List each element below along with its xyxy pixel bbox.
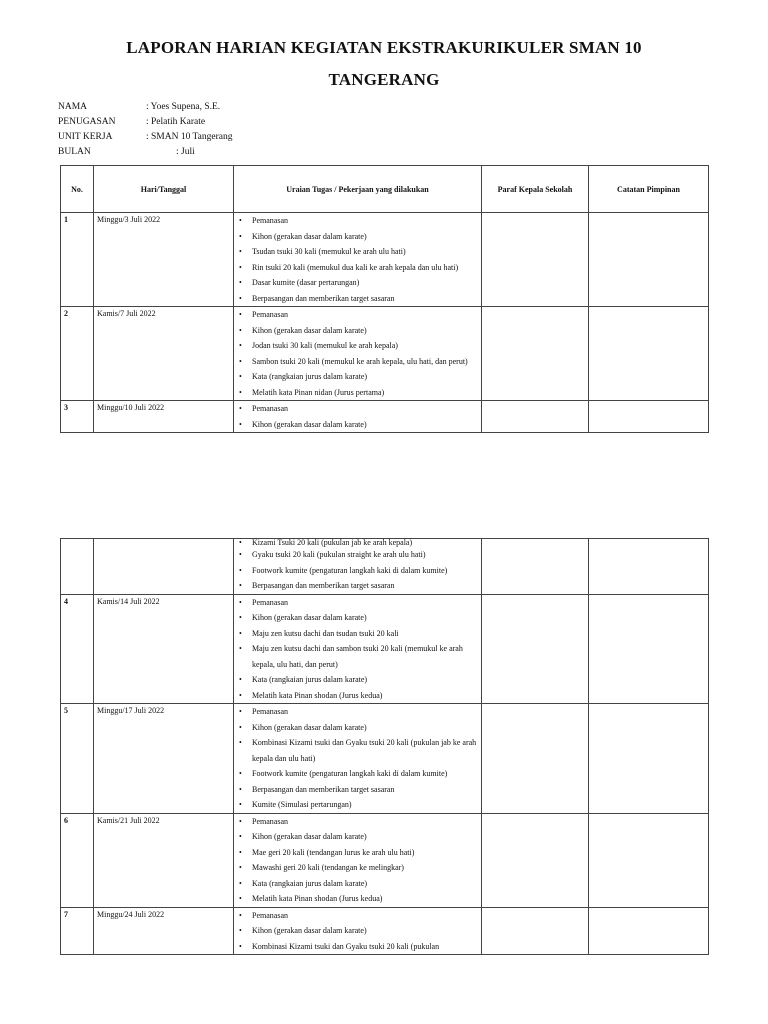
signature-cell: [482, 704, 589, 814]
row-tasks: [234, 813, 482, 907]
row-number: 1: [61, 213, 94, 307]
list-item: • Pemanasan: [234, 908, 481, 924]
notes-cell: [589, 813, 709, 907]
row-date: Kamis/7 Juli 2022: [94, 307, 234, 401]
table-row: [61, 594, 709, 704]
row-number: 7: [61, 907, 94, 955]
signature-cell: [482, 401, 589, 433]
meta-value: : SMAN 10 Tangerang: [146, 132, 233, 142]
row-tasks: [234, 213, 482, 307]
list-item: • Maju zen kutsu dachi dan tsudan tsuki 20 kali: [234, 626, 481, 642]
table-row: [61, 307, 709, 401]
list-item: • Melatih kata Pinan shodan (Jurus kedua): [234, 891, 481, 907]
row-date: Minggu/10 Juli 2022: [94, 401, 234, 433]
list-item: • Mawashi geri 20 kali (tendangan ke melingkar): [234, 860, 481, 876]
notes-cell: [589, 307, 709, 401]
row-date: Kamis/14 Juli 2022: [94, 594, 234, 704]
row-date: Kamis/21 Juli 2022: [94, 813, 234, 907]
list-item: • Kata (rangkaian jurus dalam karate): [234, 369, 481, 385]
row-number: 4: [61, 594, 94, 704]
notes-cell: [589, 594, 709, 704]
header-date: Hari/Tanggal: [94, 166, 234, 213]
row-tasks: [234, 539, 482, 595]
row-number: 3: [61, 401, 94, 433]
list-item: • Kumite (Simulasi pertarungan): [234, 797, 481, 813]
notes-cell: [589, 539, 709, 595]
table-row: [61, 813, 709, 907]
list-item: • Kihon (gerakan dasar dalam karate): [234, 923, 481, 939]
table-row: [61, 213, 709, 307]
header-tasks: Uraian Tugas / Pekerjaan yang dilakukan: [234, 166, 482, 213]
list-item: • Pemanasan: [234, 401, 481, 417]
list-item: • Kihon (gerakan dasar dalam karate): [234, 610, 481, 626]
list-item: • Kombinasi Kizami tsuki dan Gyaku tsuki 20 kali (pukulan: [234, 939, 481, 955]
list-item: • Kombinasi Kizami tsuki dan Gyaku tsuki 20 kali (pukulan jab ke arah kepala dan ulu hati): [234, 735, 481, 766]
meta-value: : Pelatih Karate: [146, 117, 206, 127]
signature-cell: [482, 213, 589, 307]
list-item: • Tsudan tsuki 30 kali (memukul ke arah ulu hati): [234, 244, 481, 260]
notes-cell: [589, 704, 709, 814]
table-header-row: [61, 166, 709, 213]
list-item: • Gyaku tsuki 20 kali (pukulan straight ke arah ulu hati): [234, 547, 481, 563]
row-number: 2: [61, 307, 94, 401]
meta-label: UNIT KERJA: [58, 132, 113, 142]
header-no: No.: [61, 166, 94, 213]
signature-cell: [482, 539, 589, 595]
list-item: • Melatih kata Pinan shodan (Jurus kedua): [234, 688, 481, 704]
row-tasks: [234, 704, 482, 814]
list-item: • Kihon (gerakan dasar dalam karate): [234, 323, 481, 339]
table-row: [61, 401, 709, 433]
table-row-continuation: [61, 539, 709, 595]
list-item: • Pemanasan: [234, 213, 481, 229]
row-number: [61, 539, 94, 595]
table-row: [61, 704, 709, 814]
row-number: 5: [61, 704, 94, 814]
list-item: • Maju zen kutsu dachi dan sambon tsuki 20 kali (memukul ke arah kepala, ulu hati, dan perut): [234, 641, 481, 672]
list-item: • Mae geri 20 kali (tendangan lurus ke arah ulu hati): [234, 845, 481, 861]
activity-table-continued: [60, 538, 709, 955]
list-item: • Dasar kumite (dasar pertarungan): [234, 275, 481, 291]
signature-cell: [482, 307, 589, 401]
header-principal-signature: Paraf Kepala Sekolah: [482, 166, 589, 213]
list-item: • Pemanasan: [234, 595, 481, 611]
report-title-line2: TANGERANG: [328, 70, 440, 89]
list-item: • Pemanasan: [234, 704, 481, 720]
notes-cell: [589, 401, 709, 433]
meta-label: BULAN: [58, 147, 91, 157]
list-item: • Rin tsuki 20 kali (memukul dua kali ke arah kepala dan ulu hati): [234, 260, 481, 276]
table-row: [61, 907, 709, 955]
row-tasks: [234, 907, 482, 955]
row-date: [94, 539, 234, 595]
signature-cell: [482, 813, 589, 907]
notes-cell: [589, 907, 709, 955]
row-number: 6: [61, 813, 94, 907]
list-item: • Jodan tsuki 30 kali (memukul ke arah kepala): [234, 338, 481, 354]
activity-table: [60, 165, 709, 433]
row-date: Minggu/24 Juli 2022: [94, 907, 234, 955]
row-tasks: [234, 307, 482, 401]
list-item: • Kizami Tsuki 20 kali (pukulan jab ke arah kepala): [234, 539, 481, 547]
list-item: • Kihon (gerakan dasar dalam karate): [234, 229, 481, 245]
list-item: • Berpasangan dan memberikan target sasaran: [234, 782, 481, 798]
list-item: • Kihon (gerakan dasar dalam karate): [234, 720, 481, 736]
list-item: • Pemanasan: [234, 814, 481, 830]
list-item: • Pemanasan: [234, 307, 481, 323]
signature-cell: [482, 907, 589, 955]
list-item: • Footwork kumite (pengaturan langkah kaki di dalam kumite): [234, 563, 481, 579]
meta-label: NAMA: [58, 102, 88, 112]
notes-cell: [589, 213, 709, 307]
list-item: • Melatih kata Pinan nidan (Jurus pertama): [234, 385, 481, 401]
meta-value: : Yoes Supena, S.E.: [146, 102, 221, 112]
list-item: • Kihon (gerakan dasar dalam karate): [234, 829, 481, 845]
row-tasks: [234, 594, 482, 704]
meta-label: PENUGASAN: [58, 117, 116, 127]
list-item: • Berpasangan dan memberikan target sasaran: [234, 578, 481, 594]
list-item: • Kihon (gerakan dasar dalam karate): [234, 417, 481, 433]
row-date: Minggu/3 Juli 2022: [94, 213, 234, 307]
list-item: • Sambon tsuki 20 kali (memukul ke arah kepala, ulu hati, dan perut): [234, 354, 481, 370]
meta-value: : Juli: [176, 147, 195, 157]
row-tasks: [234, 401, 482, 433]
signature-cell: [482, 594, 589, 704]
row-date: Minggu/17 Juli 2022: [94, 704, 234, 814]
list-item: • Kata (rangkaian jurus dalam karate): [234, 876, 481, 892]
report-title: LAPORAN HARIAN KEGIATAN EKSTRAKURIKULER SMAN 10: [126, 38, 642, 57]
header-leader-notes: Catatan Pimpinan: [589, 166, 709, 213]
list-item: • Footwork kumite (pengaturan langkah kaki di dalam kumite): [234, 766, 481, 782]
list-item: • Kata (rangkaian jurus dalam karate): [234, 672, 481, 688]
list-item: • Berpasangan dan memberikan target sasaran: [234, 291, 481, 307]
